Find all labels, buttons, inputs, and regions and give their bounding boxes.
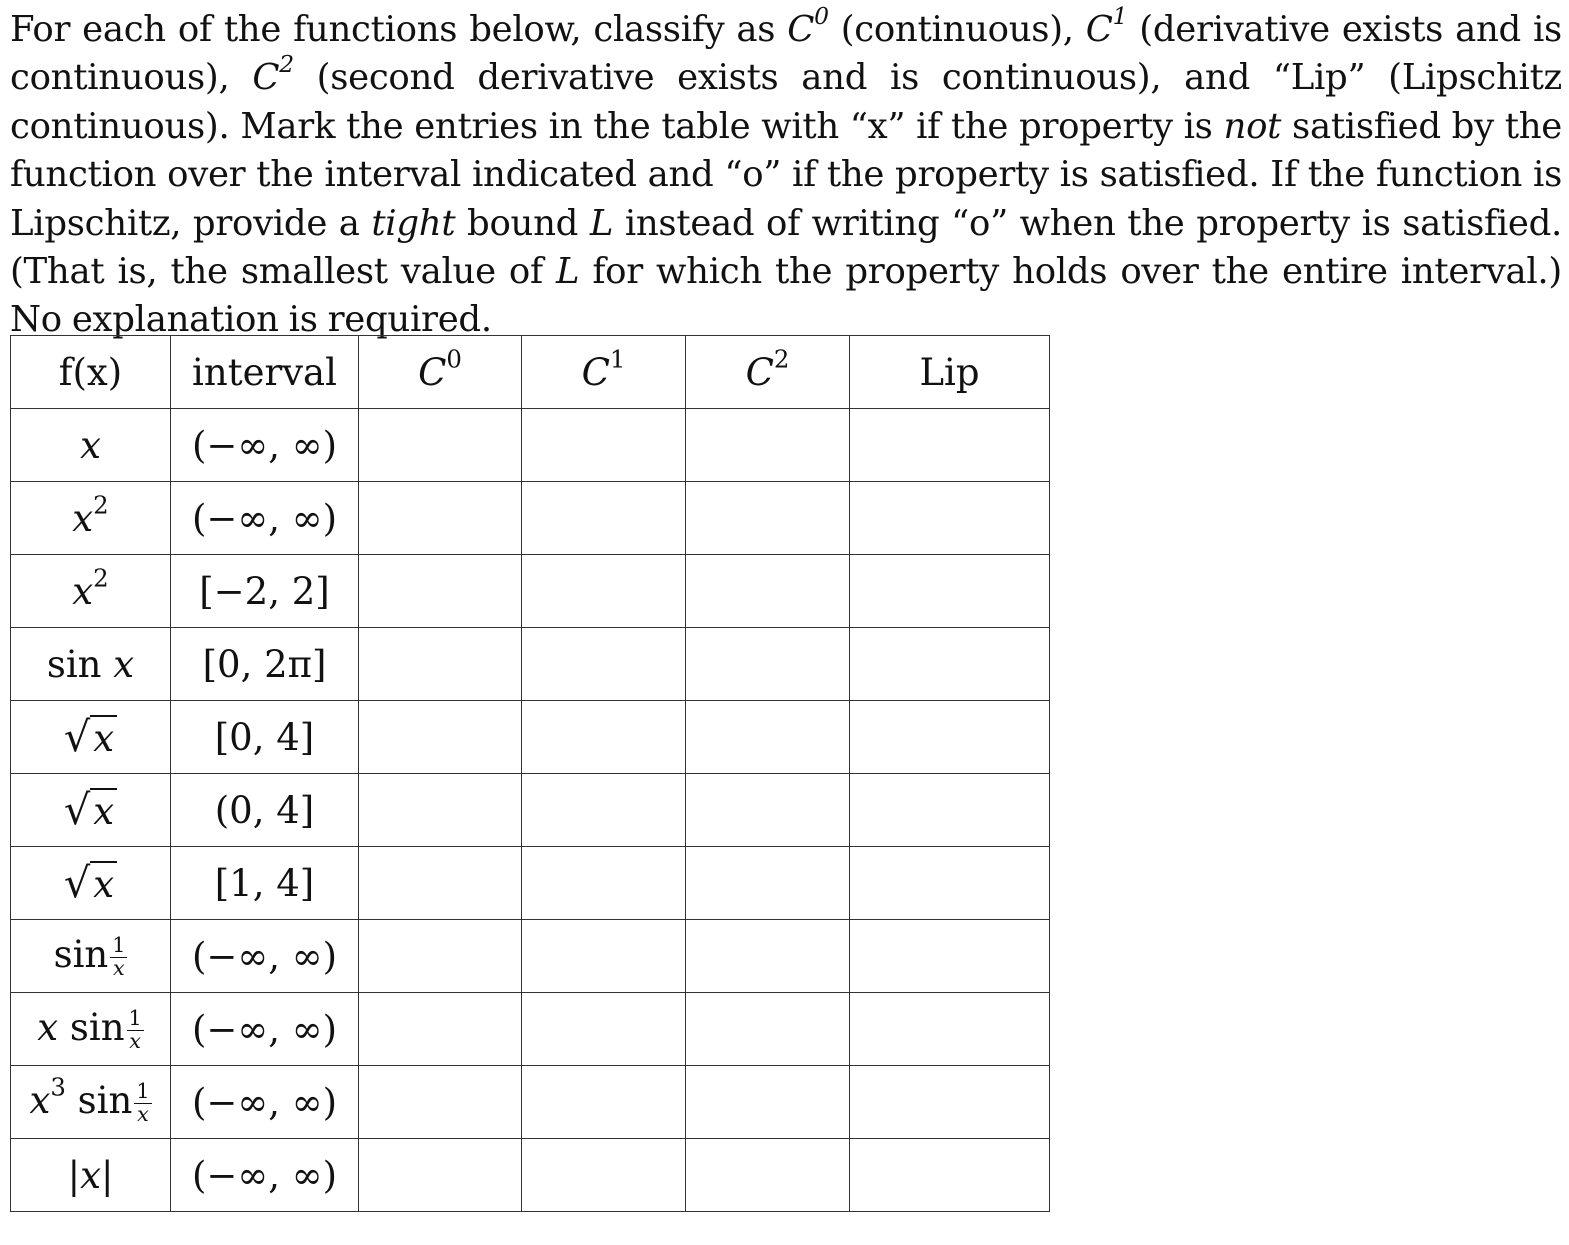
interval-cell: (−∞, ∞) [171, 482, 359, 555]
lip-answer-cell[interactable] [850, 409, 1050, 482]
fraction [134, 1078, 151, 1126]
prompt-sentence-3a: bound [467, 202, 579, 244]
c0-answer-cell[interactable] [359, 482, 522, 555]
function-name: sin [53, 932, 109, 976]
fraction-numerator: 1 [112, 932, 126, 957]
radical-sign: √ [63, 713, 91, 761]
lip-answer-cell[interactable] [850, 628, 1050, 701]
radicand: x [90, 861, 117, 906]
table-row [11, 1066, 1050, 1139]
header-c1-base: C [581, 350, 610, 394]
header-c0 [359, 336, 522, 409]
header-c2-base: C [745, 350, 774, 394]
c2-description: (second derivative exists and is continuous), and “Lip” (Lipschitz continuous). [10, 57, 1562, 147]
function-cell [11, 482, 171, 555]
interval-cell: (−∞, ∞) [171, 1139, 359, 1212]
c1-symbol [1085, 2, 1128, 50]
header-lip: Lip [850, 336, 1050, 409]
c0-answer-cell[interactable] [359, 847, 522, 920]
function-variable: x [80, 423, 101, 467]
header-fx: f(x) [11, 336, 171, 409]
lipschitz-constant-symbol: L [555, 251, 580, 293]
c0-answer-cell[interactable] [359, 701, 522, 774]
c0-symbol [787, 2, 829, 50]
lip-answer-cell[interactable] [850, 993, 1050, 1066]
c0-answer-cell[interactable] [359, 993, 522, 1066]
table-row [11, 774, 1050, 847]
c2-answer-cell[interactable] [686, 409, 850, 482]
c2-answer-cell[interactable] [686, 628, 850, 701]
c1-base: C [1085, 9, 1113, 50]
lip-answer-cell[interactable] [850, 1139, 1050, 1212]
c0-answer-cell[interactable] [359, 1066, 522, 1139]
lip-answer-cell[interactable] [850, 701, 1050, 774]
c0-answer-cell[interactable] [359, 774, 522, 847]
table-row [11, 555, 1050, 628]
prompt-sentence-2b: satisfied by the function over the interval indicated and “o” if the property is satisfied. If the function is Lipschitz, provide a [10, 105, 1562, 244]
lip-answer-cell[interactable] [850, 847, 1050, 920]
interval-cell: [0, 4] [171, 701, 359, 774]
table-row [11, 628, 1050, 701]
square-root [64, 859, 117, 907]
c2-answer-cell[interactable] [686, 847, 850, 920]
function-cell [11, 628, 171, 701]
c1-answer-cell[interactable] [522, 847, 686, 920]
c2-symbol [252, 50, 294, 99]
function-cell [11, 847, 171, 920]
fraction [127, 1005, 144, 1053]
interval-cell: (0, 4] [171, 774, 359, 847]
c1-answer-cell[interactable] [522, 482, 686, 555]
c1-answer-cell[interactable] [522, 701, 686, 774]
header-c2 [686, 336, 850, 409]
c1-answer-cell[interactable] [522, 920, 686, 993]
c1-answer-cell[interactable] [522, 409, 686, 482]
interval-cell: (−∞, ∞) [171, 920, 359, 993]
interval-cell: [−2, 2] [171, 555, 359, 628]
interval-cell: [1, 4] [171, 847, 359, 920]
table-row [11, 1139, 1050, 1212]
classification-table [10, 335, 1050, 1212]
lip-answer-cell[interactable] [850, 920, 1050, 993]
function-exponent: 2 [93, 562, 109, 592]
c2-answer-cell[interactable] [686, 1139, 850, 1212]
fraction-numerator: 1 [136, 1078, 150, 1103]
c0-answer-cell[interactable] [359, 409, 522, 482]
c0-answer-cell[interactable] [359, 920, 522, 993]
c2-answer-cell[interactable] [686, 1066, 850, 1139]
lip-answer-cell[interactable] [850, 482, 1050, 555]
function-variable: x [72, 569, 94, 613]
square-root [64, 713, 117, 761]
c0-answer-cell[interactable] [359, 628, 522, 701]
c0-answer-cell[interactable] [359, 1139, 522, 1212]
radicand: x [90, 715, 117, 760]
header-c1 [522, 336, 686, 409]
fraction-denominator: x [129, 1028, 141, 1053]
c2-answer-cell[interactable] [686, 701, 850, 774]
c2-superscript: 2 [279, 50, 294, 79]
c2-answer-cell[interactable] [686, 993, 850, 1066]
table-row [11, 409, 1050, 482]
fraction-denominator: x [137, 1101, 149, 1126]
c2-answer-cell[interactable] [686, 920, 850, 993]
prompt-sentence-3b: instead of writing “o” when the property is satisfied. (That is, the smallest value of [10, 202, 1562, 293]
question-prompt [10, 2, 1562, 345]
function-name: sin [69, 1005, 125, 1049]
c2-answer-cell[interactable] [686, 774, 850, 847]
fraction-denominator: x [112, 955, 125, 980]
header-c0-base: C [418, 350, 447, 394]
emphasis-tight: tight [371, 202, 456, 244]
header-interval: interval [171, 336, 359, 409]
table-row [11, 482, 1050, 555]
c1-description: (derivative exists and is continuous), [10, 9, 1562, 99]
abs-bar-left: | [67, 1153, 81, 1197]
fraction [110, 932, 127, 980]
header-c2-superscript: 2 [773, 343, 790, 373]
c2-base: C [252, 57, 280, 99]
table-row [11, 993, 1050, 1066]
function-exponent: 2 [93, 489, 109, 519]
c1-answer-cell[interactable] [522, 993, 686, 1066]
lip-answer-cell[interactable] [850, 774, 1050, 847]
emphasis-not: not [1223, 105, 1282, 147]
prompt-sentence-3c: for which the property holds over the entire interval.) No explanation is required. [10, 251, 1562, 341]
interval-cell: (−∞, ∞) [171, 993, 359, 1066]
prompt-paragraph [10, 2, 1562, 345]
c2-answer-cell[interactable] [686, 555, 850, 628]
interval-cell: (−∞, ∞) [171, 409, 359, 482]
header-c1-superscript: 1 [609, 343, 626, 373]
radicand: x [90, 788, 117, 833]
function-cell [11, 409, 171, 482]
table-row [11, 920, 1050, 993]
c0-superscript: 0 [814, 2, 829, 31]
function-cell [11, 1066, 171, 1139]
function-prefactor: x [29, 1078, 51, 1122]
c1-answer-cell[interactable] [522, 1139, 686, 1212]
table-row [11, 701, 1050, 774]
header-c0-superscript: 0 [446, 343, 462, 373]
function-variable: x [72, 496, 94, 540]
function-name: sin [77, 1078, 133, 1122]
interval-cell: (−∞, ∞) [171, 1066, 359, 1139]
c1-answer-cell[interactable] [522, 628, 686, 701]
function-cell [11, 993, 171, 1066]
interval-cell: [0, 2π] [171, 628, 359, 701]
function-cell [11, 701, 171, 774]
lip-answer-cell[interactable] [850, 1066, 1050, 1139]
fraction-numerator: 1 [128, 1005, 142, 1030]
c0-base: C [787, 9, 815, 50]
radical-sign: √ [63, 786, 91, 834]
c1-superscript: 1 [1112, 2, 1128, 31]
prompt-sentence-2a: Mark the entries in the table with “x” if the property is [240, 105, 1213, 147]
c1-answer-cell[interactable] [522, 774, 686, 847]
function-name: sin [46, 642, 102, 686]
c0-answer-cell[interactable] [359, 555, 522, 628]
function-cell [11, 555, 171, 628]
function-variable: x [113, 642, 135, 686]
lipschitz-constant-symbol: L [589, 202, 614, 244]
c1-answer-cell[interactable] [522, 555, 686, 628]
function-exponent: 3 [50, 1072, 66, 1102]
c0-description: (continuous), [840, 9, 1074, 50]
function-variable: x [80, 1153, 101, 1197]
table-row [11, 847, 1050, 920]
function-cell [11, 920, 171, 993]
c1-answer-cell[interactable] [522, 1066, 686, 1139]
radical-sign: √ [63, 859, 91, 907]
prompt-sentence-1: For each of the functions below, classify as [10, 9, 776, 50]
header-row [11, 336, 1050, 409]
abs-bar-right: | [100, 1153, 114, 1197]
function-cell [11, 1139, 171, 1212]
function-cell [11, 774, 171, 847]
square-root [64, 786, 117, 834]
function-prefactor: x [37, 1005, 59, 1049]
c2-answer-cell[interactable] [686, 482, 850, 555]
lip-answer-cell[interactable] [850, 555, 1050, 628]
